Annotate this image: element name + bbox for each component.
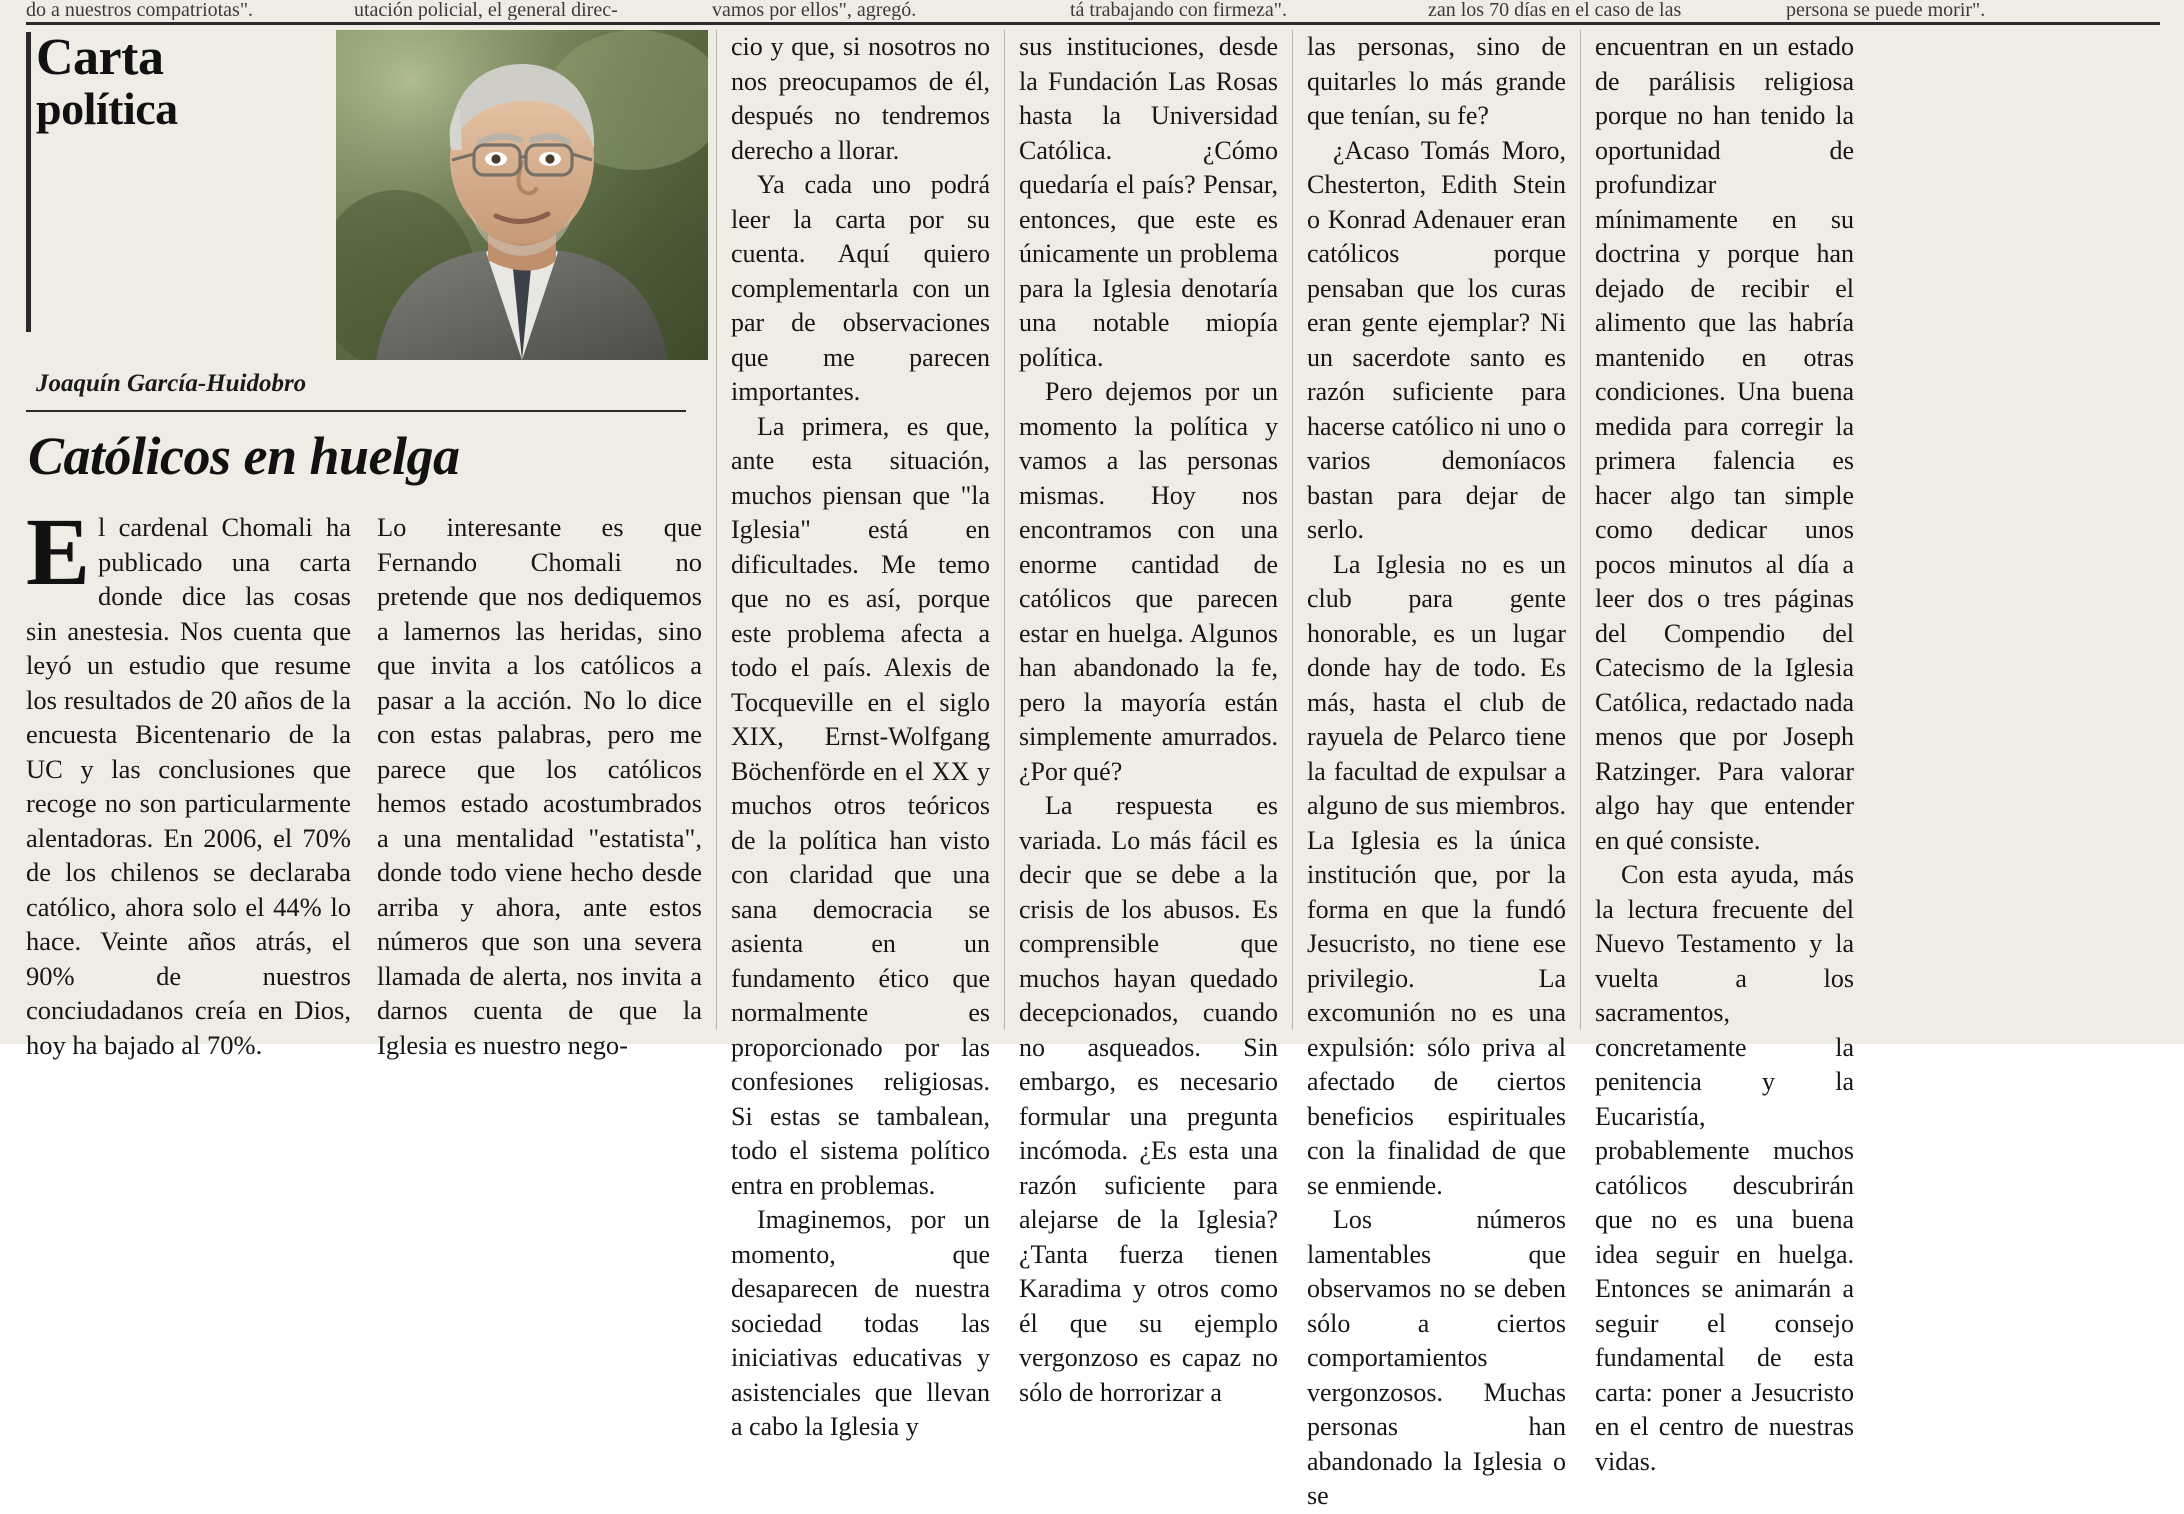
horizontal-rule xyxy=(26,22,2160,25)
page-title: Católicos en huelga xyxy=(28,426,460,486)
top-fragment: tá trabajando con firmeza". xyxy=(1070,0,1287,20)
top-fragment: zan los 70 días en el caso de las xyxy=(1428,0,1682,20)
paragraph: Imaginemos, por un momento, que desaparecen de nuestra sociedad todas las iniciativas educativas y asistenciales que llevan a cabo la Iglesia y xyxy=(731,1205,990,1441)
top-cut-text-strip xyxy=(0,0,2184,20)
article-header-column xyxy=(26,29,716,1060)
text-column-4 xyxy=(1004,30,1292,1407)
paragraph: Pero dejemos por un momento la política y vamos a las personas mismas. Hoy nos encontramos con una enorme cantidad de católicos que parecen estar en huelga. Algunos han abandonado la fe, pero la mayoría están simplemente amurrados. ¿Por qué? xyxy=(1019,377,1278,786)
paragraph: Lo interesante es que Fernando Chomali no pretende que nos dediquemos a lamernos las heridas, sino que invita a los católicos a pasar a la acción. No lo dice con estas palabras, pero me parece que los católicos hemos estado acostumbrados a una mentalidad "estatista", donde todo viene hecho desde arriba y ahora, ante estos números que son una severa llamada de alerta, nos invita a darnos cuenta de que la Iglesia es nuestro nego- xyxy=(377,512,702,1060)
text-column-3 xyxy=(716,30,1004,1441)
text-column-1 xyxy=(26,498,351,1062)
paragraph: Con esta ayuda, más la lectura frecuente del Nuevo Testamento y la vuelta a los sacramentos, concretamente la penitencia y la Eucaristía, probablemente muchos católicos descubrirán que no es una buena idea seguir en huelga. Entonces se animarán a seguir el consejo fundamental de esta carta: poner a Jesucristo en el centro de nuestras vidas. xyxy=(1595,860,1854,1476)
paragraph: ¿Acaso Tomás Moro, Chesterton, Edith Stein o Konrad Adenauer eran católicos porque pensaban que los curas eran gente ejemplar? Ni un sacerdote santo es razón suficiente para hacerse católico ni uno o varios demoníacos bastan para dejar de serlo. xyxy=(1307,135,1566,544)
top-fragment: persona se puede morir". xyxy=(1786,0,1986,20)
paragraph: La respuesta es variada. Lo más fácil es decir que se debe a la crisis de los abusos. Es comprensible que muchos hayan quedado decepcionados, cuando no asqueados. Sin embargo, es necesario formular una pregunta incómoda. ¿Es esta una razón suficiente para alejarse de la Iglesia? ¿Tanta fuerza tienen Karadima y otros como él que su ejemplo vergonzoso es capaz no sólo de horrorizar a xyxy=(1019,791,1278,1407)
columnist-portrait xyxy=(336,30,708,360)
paragraph: Los números lamentables que observamos no se deben sólo a ciertos comportamientos vergonzosos. Muchas personas han abandonado la Iglesia o se xyxy=(1307,1205,1566,1510)
portrait-image xyxy=(336,30,708,360)
article-body xyxy=(26,29,2160,1510)
text-column-2 xyxy=(377,510,702,1062)
byline-rule xyxy=(26,410,686,412)
paragraph: Ya cada uno podrá leer la carta por su cuenta. Aquí quiero complementarla con un par de observaciones que me parecen importantes. xyxy=(731,170,990,406)
masthead-line-1: Carta xyxy=(36,29,164,86)
top-fragment: do a nuestros compatriotas". xyxy=(26,0,254,20)
paragraph: las personas, sino de quitarles lo más grande que tenían, su fe? xyxy=(1307,32,1566,130)
paragraph: sus instituciones, desde la Fundación Las Rosas hasta la Universidad Católica. ¿Cómo quedaría el país? Pensar, entonces, que este es únicamente un problema para la Iglesia denotaría una notable miopía política. xyxy=(1019,32,1278,372)
paragraph: La primera, es que, ante esta situación, muchos piensan que "la Iglesia" está en dificultades. Me temo que no es así, porque este problema afecta a todo el país. Alexis de Tocqueville en el siglo XIX, Ernst-Wolfgang Böchenförde en el XX y muchos otros teóricos de la política han visto con claridad que una sana democracia se asienta en un fundamento ético que normalmente es proporcionado por las confesiones religiosas. Si estas se tambalean, todo el sistema político entra en problemas. xyxy=(731,411,990,1200)
byline: Joaquín García-Huidobro xyxy=(36,370,307,397)
paragraph: La Iglesia no es un club para gente honorable, es un lugar donde hay de todo. Es más, hasta el club de rayuela de Pelarco tiene la facultad de expulsar a alguno de sus miembros. La Iglesia es la única institución que, por la forma en que la fundó Jesucristo, no tiene ese privilegio. La excomunión no es una expulsión: sólo priva al afectado de ciertos beneficios espirituales con la finalidad de que se enmiende. xyxy=(1307,549,1566,1200)
paragraph: encuentran en un estado de parálisis religiosa porque no han tenido la oportunidad de profundizar mínimamente en su doctrina y porque han dejado de recibir el alimento que las habría mantenido en otras condiciones. Una buena medida para corregir la primera falencia es hacer algo tan simple como dedicar unos pocos minutos al día a leer dos o tres páginas del Compendio del Catecismo de la Iglesia Católica, redactado nada menos que por Joseph Ratzinger. Para valorar algo hay que entender en qué consiste. xyxy=(1595,32,1854,855)
masthead-line-2: política xyxy=(36,83,178,134)
paragraph xyxy=(26,498,351,1062)
lead-columns xyxy=(26,498,702,1062)
paragraph: cio y que, si nosotros no nos preocupamos de él, después no tendremos derecho a llorar. xyxy=(731,32,990,165)
paragraph-text: l cardenal Chomali ha publicado una carta donde dice las cosas sin anestesia. Nos cuenta que leyó un estudio que resume los resultados de 20 años de la encuesta Bicentenario de la UC y las conclusiones que recoge no son particularmente alentadoras. En 2006, el 70% de los chilenos se declaraba católico, ahora solo el 44% lo hace. Veinte años atrás, el 90% de nuestros conciudadanos creía en Dios, hoy ha bajado al 70%. xyxy=(26,512,351,1060)
text-column-6 xyxy=(1580,30,1868,1476)
drop-cap: E xyxy=(26,498,91,605)
top-fragment: utación policial, el general direc- xyxy=(354,0,618,20)
top-fragment: vamos por ellos", agregó. xyxy=(712,0,917,20)
text-column-5 xyxy=(1292,30,1580,1510)
